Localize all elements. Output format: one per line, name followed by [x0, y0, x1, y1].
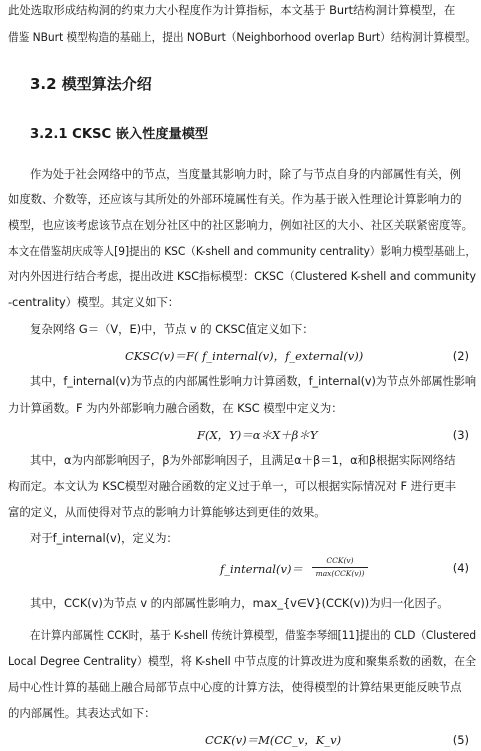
- equation-4-numerator: CCK(v): [326, 556, 354, 565]
- paragraph-line: 局中心性计算的基础上融合局部节点中心度的计算方法，使得模型的计算结果更能反映节点: [8, 680, 462, 694]
- paragraph-line: 此处选取形成结构洞的约束力大小程度作为计算指标，本文基于 Burt结构洞计算模型，在: [8, 3, 456, 17]
- paragraph-line: 作为处于社会网络中的节点，当度量其影响力时，除了与节点自身的内部属性有关，例: [30, 167, 461, 181]
- paragraph-line: 借鉴 NBurt 模型构造的基础上，提出 NOBurt（Neighborhood overlap Burt）结构洞计算模型。: [8, 30, 476, 44]
- paragraph-line: 力计算函数。F 为内外部影响力融合函数，在 KSC 模型中定义为：: [8, 401, 343, 415]
- equation-4-denominator: max(CCK(v)): [315, 569, 365, 578]
- equation-number: (3): [452, 428, 469, 442]
- paragraph-line: 富的定义，从而使得对节点的影响力计算能够达到更佳的效果。: [8, 505, 326, 519]
- paragraph-line: 模型，也应该考虑该节点在划分社区中的社区影响力，例如社区的大小、社区关联紧密度等。: [8, 218, 473, 232]
- fraction-bar: [312, 567, 368, 568]
- equation-3: F(X，Y)＝α＊X＋β＊Y: [197, 428, 318, 442]
- paragraph-line: 对内外因进行结合考虑，提出改进 KSC指标模型：CKSC（Clustered K-shell and community: [8, 269, 476, 283]
- paragraph-line: 构而定。本文认为 KSC模型对融合函数的定义过于单一，可以根据实际情况对 F 进行更丰: [8, 479, 456, 493]
- equation-number: (4): [452, 561, 469, 575]
- paragraph-line: 在计算内部属性 CCK时，基于 K-shell 传统计算模型，借鉴李琴细[11]提出的 CLD（Clustered: [30, 628, 476, 642]
- paragraph-line: 本文在借鉴胡庆成等人[9]提出的 KSC（K-shell and community centrality）影响力模型基础上，: [8, 244, 476, 258]
- subsection-heading: 3.2.1 CKSC 嵌入性度量模型: [30, 127, 209, 142]
- paragraph-line: Local Degree Centrality）模型，将 K-shell 中节点度的计算改进为度和聚集系数的函数，在全: [8, 654, 476, 668]
- paragraph-line: -centrality）模型。其定义如下：: [8, 295, 180, 309]
- equation-5: CCK(v)＝M(CC_v，K_v): [205, 733, 342, 747]
- equation-number: (5): [452, 733, 469, 747]
- paragraph-line: 如度数、介数等，还应该与其所处的外部环境属性有关。作为基于嵌入性理论计算影响力的: [8, 192, 462, 206]
- paragraph-line: 其中，α为内部影响因子，β为外部影响因子，且满足α＋β＝1，α和β根据实际网络结: [30, 453, 456, 467]
- paragraph-line: 其中，f_internal(v)为节点的内部属性影响力计算函数，f_internal(v)为节点外部属性影响: [30, 374, 476, 388]
- equation-2: CKSC(v)＝F( f_internal(v)，f_external(v)): [125, 349, 364, 363]
- section-heading: 3.2 模型算法介绍: [30, 75, 152, 93]
- paragraph-line: 的内部属性。其表达式如下：: [8, 706, 156, 720]
- paragraph-line: 其中，CCK(v)为节点 v 的内部属性影响力，max_{v∈V}(CCK(v))为归一化因子。: [30, 596, 449, 610]
- equation-number: (2): [452, 349, 469, 363]
- paragraph-line: 对于f_internal(v)，定义为：: [30, 531, 178, 545]
- equation-4-lhs: f_internal(v)＝: [220, 562, 303, 576]
- paragraph-line: 复杂网络 G＝（V，E)中，节点 v 的 CKSC值定义如下：: [30, 322, 314, 336]
